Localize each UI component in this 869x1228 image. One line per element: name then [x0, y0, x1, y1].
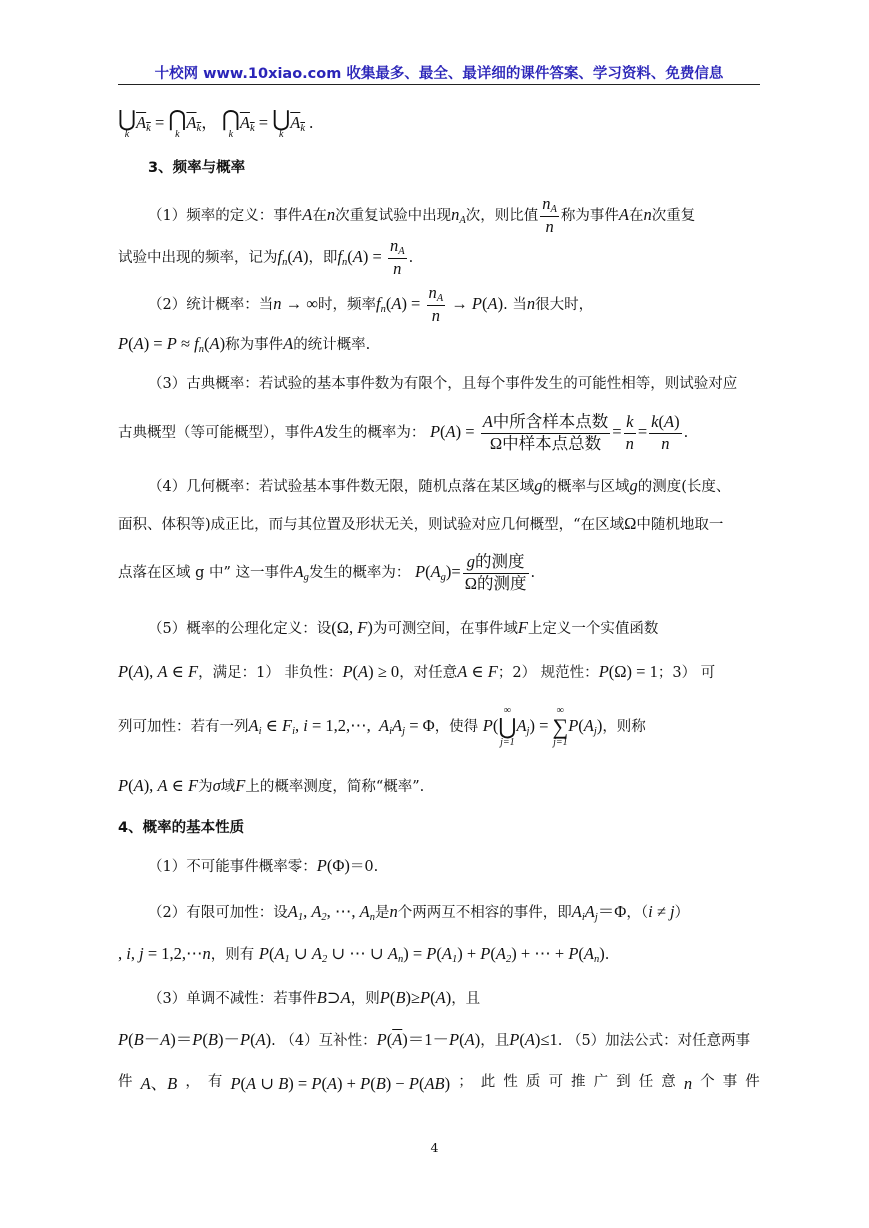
geometric-probability-formula: 点落在区域 g 中” 这一事件$A_g$发生的概率为： $P(A_g)=$ $\frac{\text{g的测度}}{\text{Ω的测度}}$ . — [118, 552, 536, 593]
classical-probability: （3）古典概率：若试验的基本事件数为有限个，且每个事件发生的可能性相等，则试验对应 — [148, 376, 738, 392]
header-rule — [118, 84, 760, 85]
section-4-title: 4、概率的基本性质 — [118, 820, 245, 836]
finite-additivity-formula: , i, j = 1,2,⋯n，则有 $P(A_1$ ∪ $A_2$ ∪ ⋯ ∪ $A_n) = P(A_1) + P(A_2)$ + ⋯ + $P(A_n)$. — [118, 944, 610, 965]
axiomatic-definition: （5）概率的公理化定义：设(Ω, F)为可测空间，在事件域F上定义一个实值函数 — [148, 618, 659, 637]
page-number: 4 — [430, 1140, 439, 1155]
classical-probability-formula: 古典概型（等可能概型），事件A发生的概率为： P(A) = $\frac{\text{A中所含样本点数}}{\text{Ω中样本点总数}}$ = $\frac{k}{n}$ = $\frac{k(A)}{n}$ . — [118, 412, 689, 453]
monotonicity: （3）单调不减性：若事件B⊃A，则P(B)≥P(A)，且 — [148, 988, 481, 1007]
header-tagline: 收集最多、最全、最详细的课件答案、学习资料、免费信息 — [346, 66, 724, 82]
statistical-probability: （2）统计概率：当n → ∞时，频率$f_n(A)$ = $\frac{n_A}{n}$ → P(A). 当n很大时， — [148, 283, 594, 326]
countable-additivity: 列可加性：若有一列$A_i$ ∈ $F_i$, i = 1,2,⋯, $A_iA_j = \Phi$，使得 P( ∞ ⋃ j=1 $A_j$) = ∞ ∑ j=1 $P(A_j)$，则称 — [118, 705, 646, 748]
frequency-definition-cont: 试验中出现的频率，记为$f_n(A)$，即$f_n(A)$ = $\frac{n_A}{n}$ . — [118, 236, 414, 279]
section-3-title: 3、频率与概率 — [148, 160, 246, 176]
axiomatic-conditions: P(A), A ∈ F，满足：1） 非负性：P(A) ≥ 0，对任意A ∈ F；2） 规范性：P(Ω) = 1；3） 可 — [118, 662, 716, 681]
statistical-probability-cont: $P(A) = P \approx f_n(A)$称为事件A的统计概率. — [118, 334, 371, 355]
header-url[interactable]: www.10xiao.com — [203, 66, 342, 82]
addition-formula: 件 A、B ， 有 P(A ∪ B) = P(A) + P(B) − P(AB) ； 此 性 质 可 推 广 到 任 意 n 个 事 件 — [118, 1074, 760, 1093]
geometric-probability: （4）几何概率：若试验基本事件数无限，随机点落在某区域g的概率与区域g的测度(长度、 — [148, 476, 731, 495]
page-header — [118, 62, 760, 83]
de-morgan-formula: ⋃ k $A_k$ = ⋂ k $A_k$， ⋂ k $A_k$ = ⋃ k $A_k$ . — [118, 106, 314, 140]
impossible-event: （1）不可能事件概率零：P(Φ)＝0. — [148, 856, 379, 875]
geometric-probability-cont: 面积、体积等)成正比，而与其位置及形状无关，则试验对应几何概型，“在区域Ω中随机地取一 — [118, 514, 724, 533]
complement-and-addition: P(B－A)＝P(B)－P(A). （4）互补性：$P(\overline{A})=1-P(A)$，且P(A)≤1. （5）加法公式：对任意两事 — [118, 1030, 751, 1049]
header-site: 十校网 — [154, 66, 199, 82]
frequency-definition: （1）频率的定义：事件A在n次重复试验中出现$n_A$次，则比值 $\frac{n_A}{n}$ 称为事件A在n次重复 — [148, 194, 696, 237]
probability-measure: P(A), A ∈ F为σ域F上的概率测度，简称“概率”. — [118, 776, 425, 795]
finite-additivity: （2）有限可加性：设$A_1$, $A_2$, ⋯, $A_n$是n个两两互不相容的事件，即$A_iA_j=\Phi$，（i ≠ j） — [148, 902, 690, 923]
